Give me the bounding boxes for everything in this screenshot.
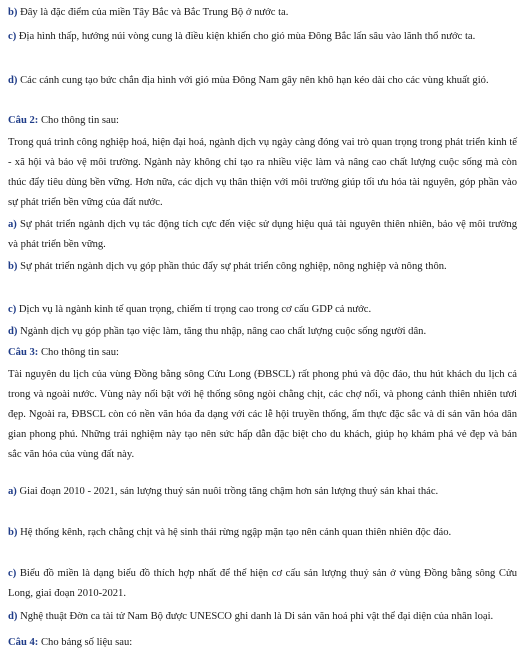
item-text: Địa hình thấp, hướng núi vòng cung là điều kiện khiến cho gió mùa Đông Bắc lấn sâu vào lãnh thổ nước ta. — [18, 31, 476, 42]
item-text: Hệ thống kênh, rạch chằng chịt và hệ sinh thái rừng ngập mặn tạo nên cảnh quan thiên nhiên độc đáo. — [20, 527, 452, 538]
q1-item-c — [8, 27, 517, 47]
question-prompt: Cho thông tin sau: — [40, 347, 119, 358]
item-text: Giai đoạn 2010 - 2021, sản lượng thuỷ sản nuôi trồng tăng chậm hơn sản lượng thuỷ sản khai thác. — [19, 486, 439, 497]
question-3-heading — [8, 343, 517, 363]
item-label: b) — [8, 261, 18, 272]
item-label: a) — [8, 486, 17, 497]
q2-item-b — [8, 257, 517, 277]
item-text: Dịch vụ là ngành kinh tế quan trọng, chiếm tỉ trọng cao trong cơ cấu GDP cả nước. — [18, 304, 372, 315]
item-label: d) — [8, 75, 18, 86]
q2-item-d — [8, 322, 517, 342]
question-2-heading — [8, 111, 517, 131]
item-label: b) — [8, 7, 18, 18]
item-text: Nghệ thuật Đờn ca tài tử Nam Bộ được UNESCO ghi danh là Di sản văn hoá phi vật thể đại diện của nhân loại. — [20, 611, 494, 622]
question-number: Câu 3: — [8, 347, 39, 358]
item-label: c) — [8, 31, 17, 42]
item-label: d) — [8, 611, 18, 622]
q3-item-b — [8, 523, 517, 543]
q3-item-c — [8, 564, 517, 604]
question-prompt: Cho bảng số liệu sau: — [40, 637, 133, 648]
item-text: Sự phát triển ngành dịch vụ tác động tích cực đến việc sử dụng hiệu quả tài nguyên thiên nhiên, bảo vệ môi trường và phát triển bền vững. — [8, 219, 517, 250]
question-prompt: Cho thông tin sau: — [40, 115, 119, 126]
item-text: Đây là đặc điểm của miền Tây Bắc và Bắc Trung Bộ ở nước ta. — [20, 7, 289, 18]
q3-item-d — [8, 607, 517, 627]
item-label: c) — [8, 304, 17, 315]
q3-item-a — [8, 482, 517, 502]
question-4-heading — [8, 633, 517, 653]
q2-item-a — [8, 215, 517, 255]
item-text: Sự phát triển ngành dịch vụ góp phần thúc đẩy sự phát triển công nghiệp, nông nghiệp và nông thôn. — [20, 261, 447, 272]
question-number: Câu 2: — [8, 115, 39, 126]
item-text: Các cánh cung tạo bức chắn địa hình với gió mùa Đông Nam gây nên khô hạn kéo dài cho các vùng khuất gió. — [20, 75, 489, 86]
q3-passage: Tài nguyên du lịch của vùng Đồng bằng sông Cửu Long (ĐBSCL) rất phong phú và độc đáo, thu hút khách du lịch cả trong và ngoài nước. Vùng này nổi bật với hệ thống sông ngòi chằng chịt, các chợ nổi, và phong cảnh thiên nhiên tươi đẹp. Ngoài ra, ĐBSCL còn có nền văn hóa đa dạng với các lễ hội truyền thống, ẩm thực đặc sắc và di sản văn hóa dân gian phong phú. Những trải nghiệm này tạo nên sức hấp dẫn đặc biệt cho du khách, giúp họ khám phá vẻ đẹp và bản sắc văn hóa của vùng đất này. — [8, 369, 517, 460]
q1-item-d — [8, 71, 517, 91]
item-label: c) — [8, 568, 17, 579]
question-number: Câu 4: — [8, 637, 39, 648]
item-label: d) — [8, 326, 18, 337]
item-label: b) — [8, 527, 18, 538]
item-text: Ngành dịch vụ góp phần tạo việc làm, tăng thu nhập, nâng cao chất lượng cuộc sống người dân. — [20, 326, 427, 337]
q2-item-c — [8, 300, 517, 320]
item-label: a) — [8, 219, 17, 230]
q1-item-b — [8, 3, 517, 23]
q2-passage: Trong quá trình công nghiệp hoá, hiện đại hoá, ngành dịch vụ ngày càng đóng vai trò quan trọng trong phát triển kinh tế - xã hội và bảo vệ môi trường. Ngành này không chỉ tạo ra nhiều việc làm và nâng cao chất lượng cuộc sống mà còn thúc đẩy tiêu dùng bền vững. Hơn nữa, các dịch vụ thân thiện với môi trường giúp tối ưu hóa tài nguyên, góp phần vào sự phát triển bền vững của đất nước. — [8, 137, 517, 208]
item-text: Biểu đồ miền là dạng biểu đồ thích hợp nhất để thể hiện cơ cấu sản lượng thuỷ sản ở vùng Đồng bằng sông Cửu Long, giai đoạn 2010-2021. — [8, 568, 518, 599]
